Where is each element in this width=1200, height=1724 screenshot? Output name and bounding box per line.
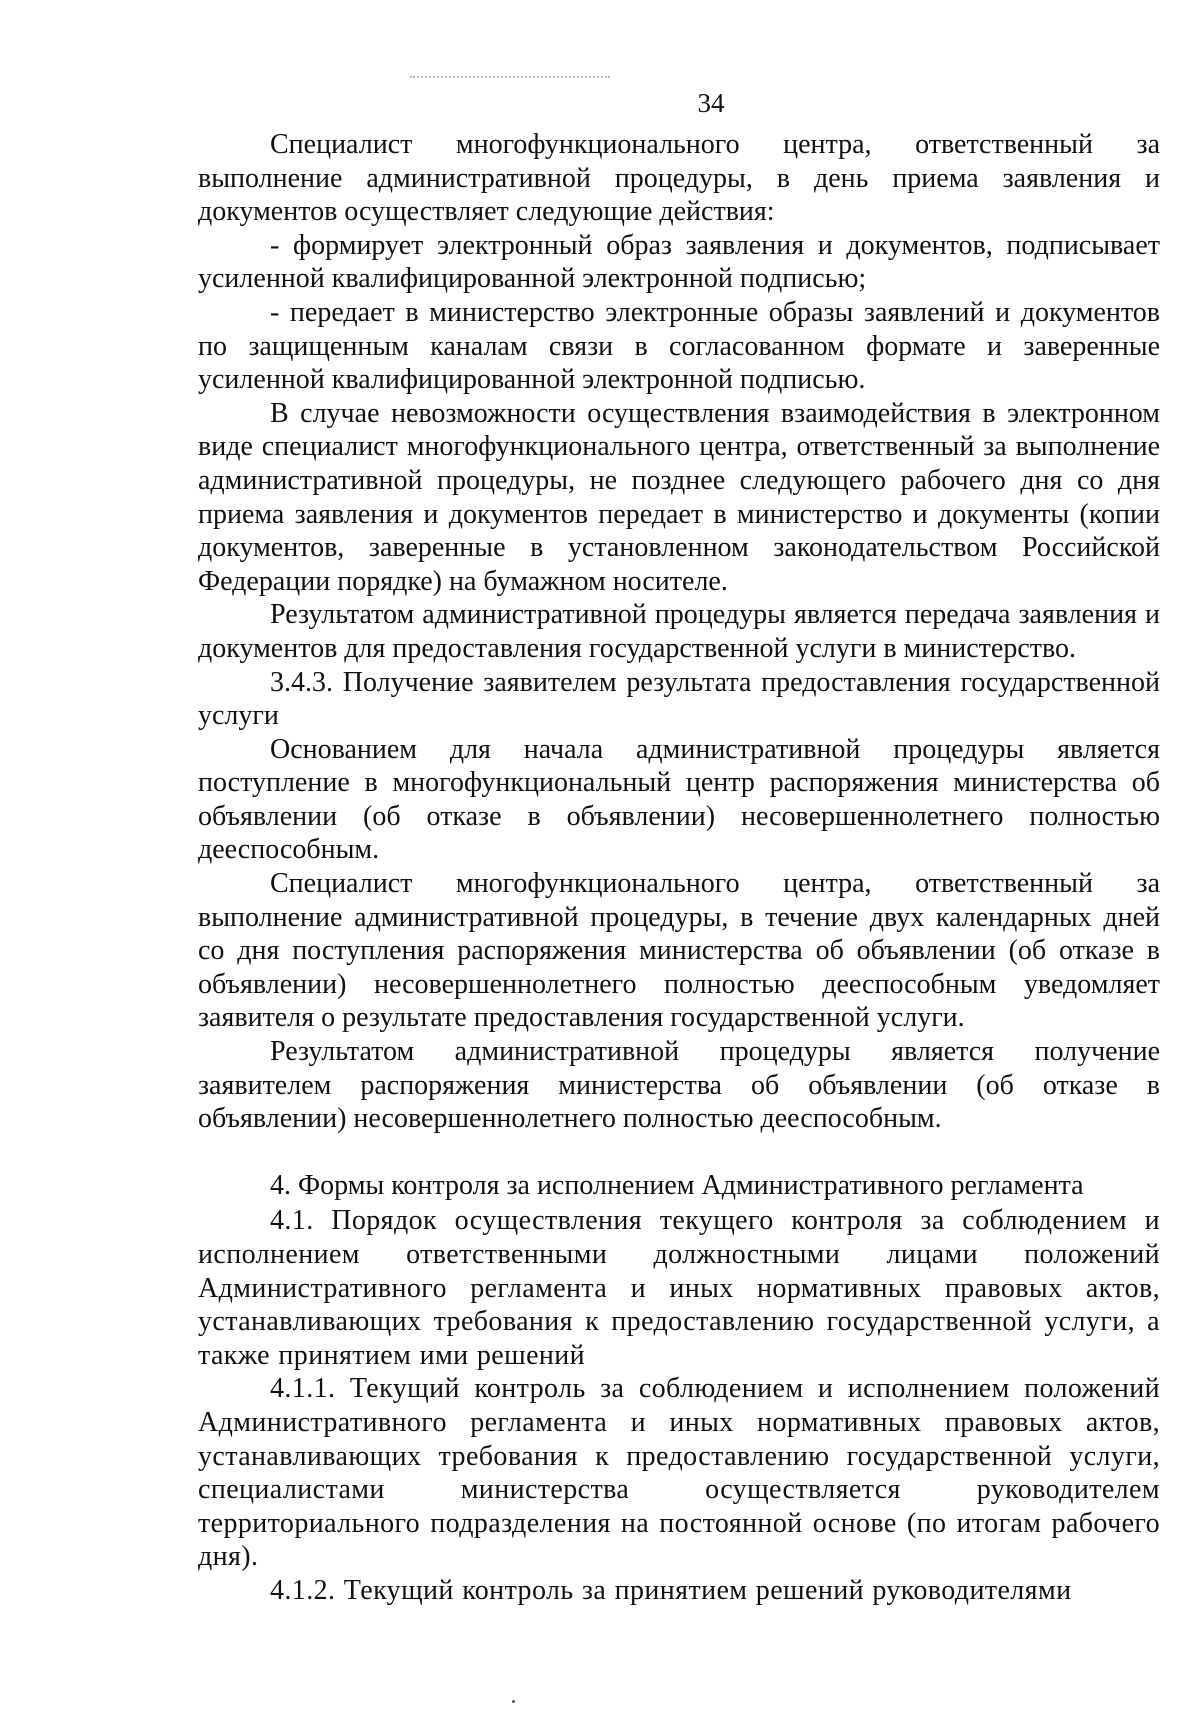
paragraph-result-receipt: Результатом административной процедуры является получение заявителем распоряжения министерства об объявлении (об отказе в объявлении) несовершеннолетнего полностью дееспособным. bbox=[198, 1036, 1160, 1135]
paragraph-4-1: 4.1. Порядок осуществления текущего контроля за соблюдением и исполнением ответственными должностными лицами положений Административного регламента и иных нормативных правовых актов, устанавливающих требования к предоставлению государственной услуги, а также принятием ими решений bbox=[198, 1205, 1160, 1371]
paragraph-grounds: Основанием для начала административной процедуры является поступление в многофункциональный центр распоряжения министерства об объявлении (об отказе в объявлении) несовершеннолетнего полностью дееспособным. bbox=[198, 733, 1160, 866]
paragraph-specialist-actions: Специалист многофункционального центра, ответственный за выполнение административной процедуры, в день приема заявления и документов осуществляет следующие действия: bbox=[198, 129, 1160, 228]
subsection-heading-3-4-3: 3.4.3. Получение заявителем результата предоставления государственной услуги bbox=[198, 666, 1160, 732]
page-number: 34 bbox=[697, 88, 725, 118]
scan-dot bbox=[512, 1700, 515, 1703]
paragraph-4-1-2: 4.1.2. Текущий контроль за принятием решений руководителями bbox=[270, 1574, 1072, 1606]
paragraph-paper-transfer: В случае невозможности осуществления взаимодействия в электронном виде специалист многофункционального центра, ответственный за выполнение административной процедуры, не позднее следующего рабочего дня со дня приема заявления и документов передает в министерство и документы (копии документов, заверенные в установленном законодательством Российской Федерации порядке) на бумажном носителе. bbox=[198, 397, 1160, 597]
paragraph-procedure-result: Результатом административной процедуры является передача заявления и документов для предоставления государственной услуги в министерство. bbox=[198, 599, 1160, 664]
scan-artifact bbox=[410, 76, 610, 82]
document-body bbox=[198, 128, 1160, 1608]
list-item-transfer: - передает в министерство электронные образы заявлений и документов по защищенным каналам связи в согласованном формате и заверенные усиленной квалифицированной электронной подписью. bbox=[198, 296, 1160, 396]
list-item-electronic-image: - формирует электронный образ заявления и документов, подписывает усиленной квалифицированной электронной подписью; bbox=[198, 229, 1160, 295]
section-heading-4: 4. Формы контроля за исполнением Административного регламента bbox=[270, 1169, 1084, 1201]
paragraph-notification: Специалист многофункционального центра, ответственный за выполнение административной процедуры, в течение двух календарных дней со дня поступления распоряжения министерства об объявлении (об отказе в объявлении) несовершеннолетнего полностью дееспособным уведомляет заявителя о результате предоставления государственной услуги. bbox=[198, 868, 1160, 1034]
paragraph-4-1-1: 4.1.1. Текущий контроль за соблюдением и исполнением положений Административного регламента и иных нормативных правовых актов, устанавливающих требования к предоставлению государственной услуги, специалистами министерства осуществляется руководителем территориального подразделения на постоянной основе (по итогам рабочего дня). bbox=[198, 1373, 1160, 1573]
